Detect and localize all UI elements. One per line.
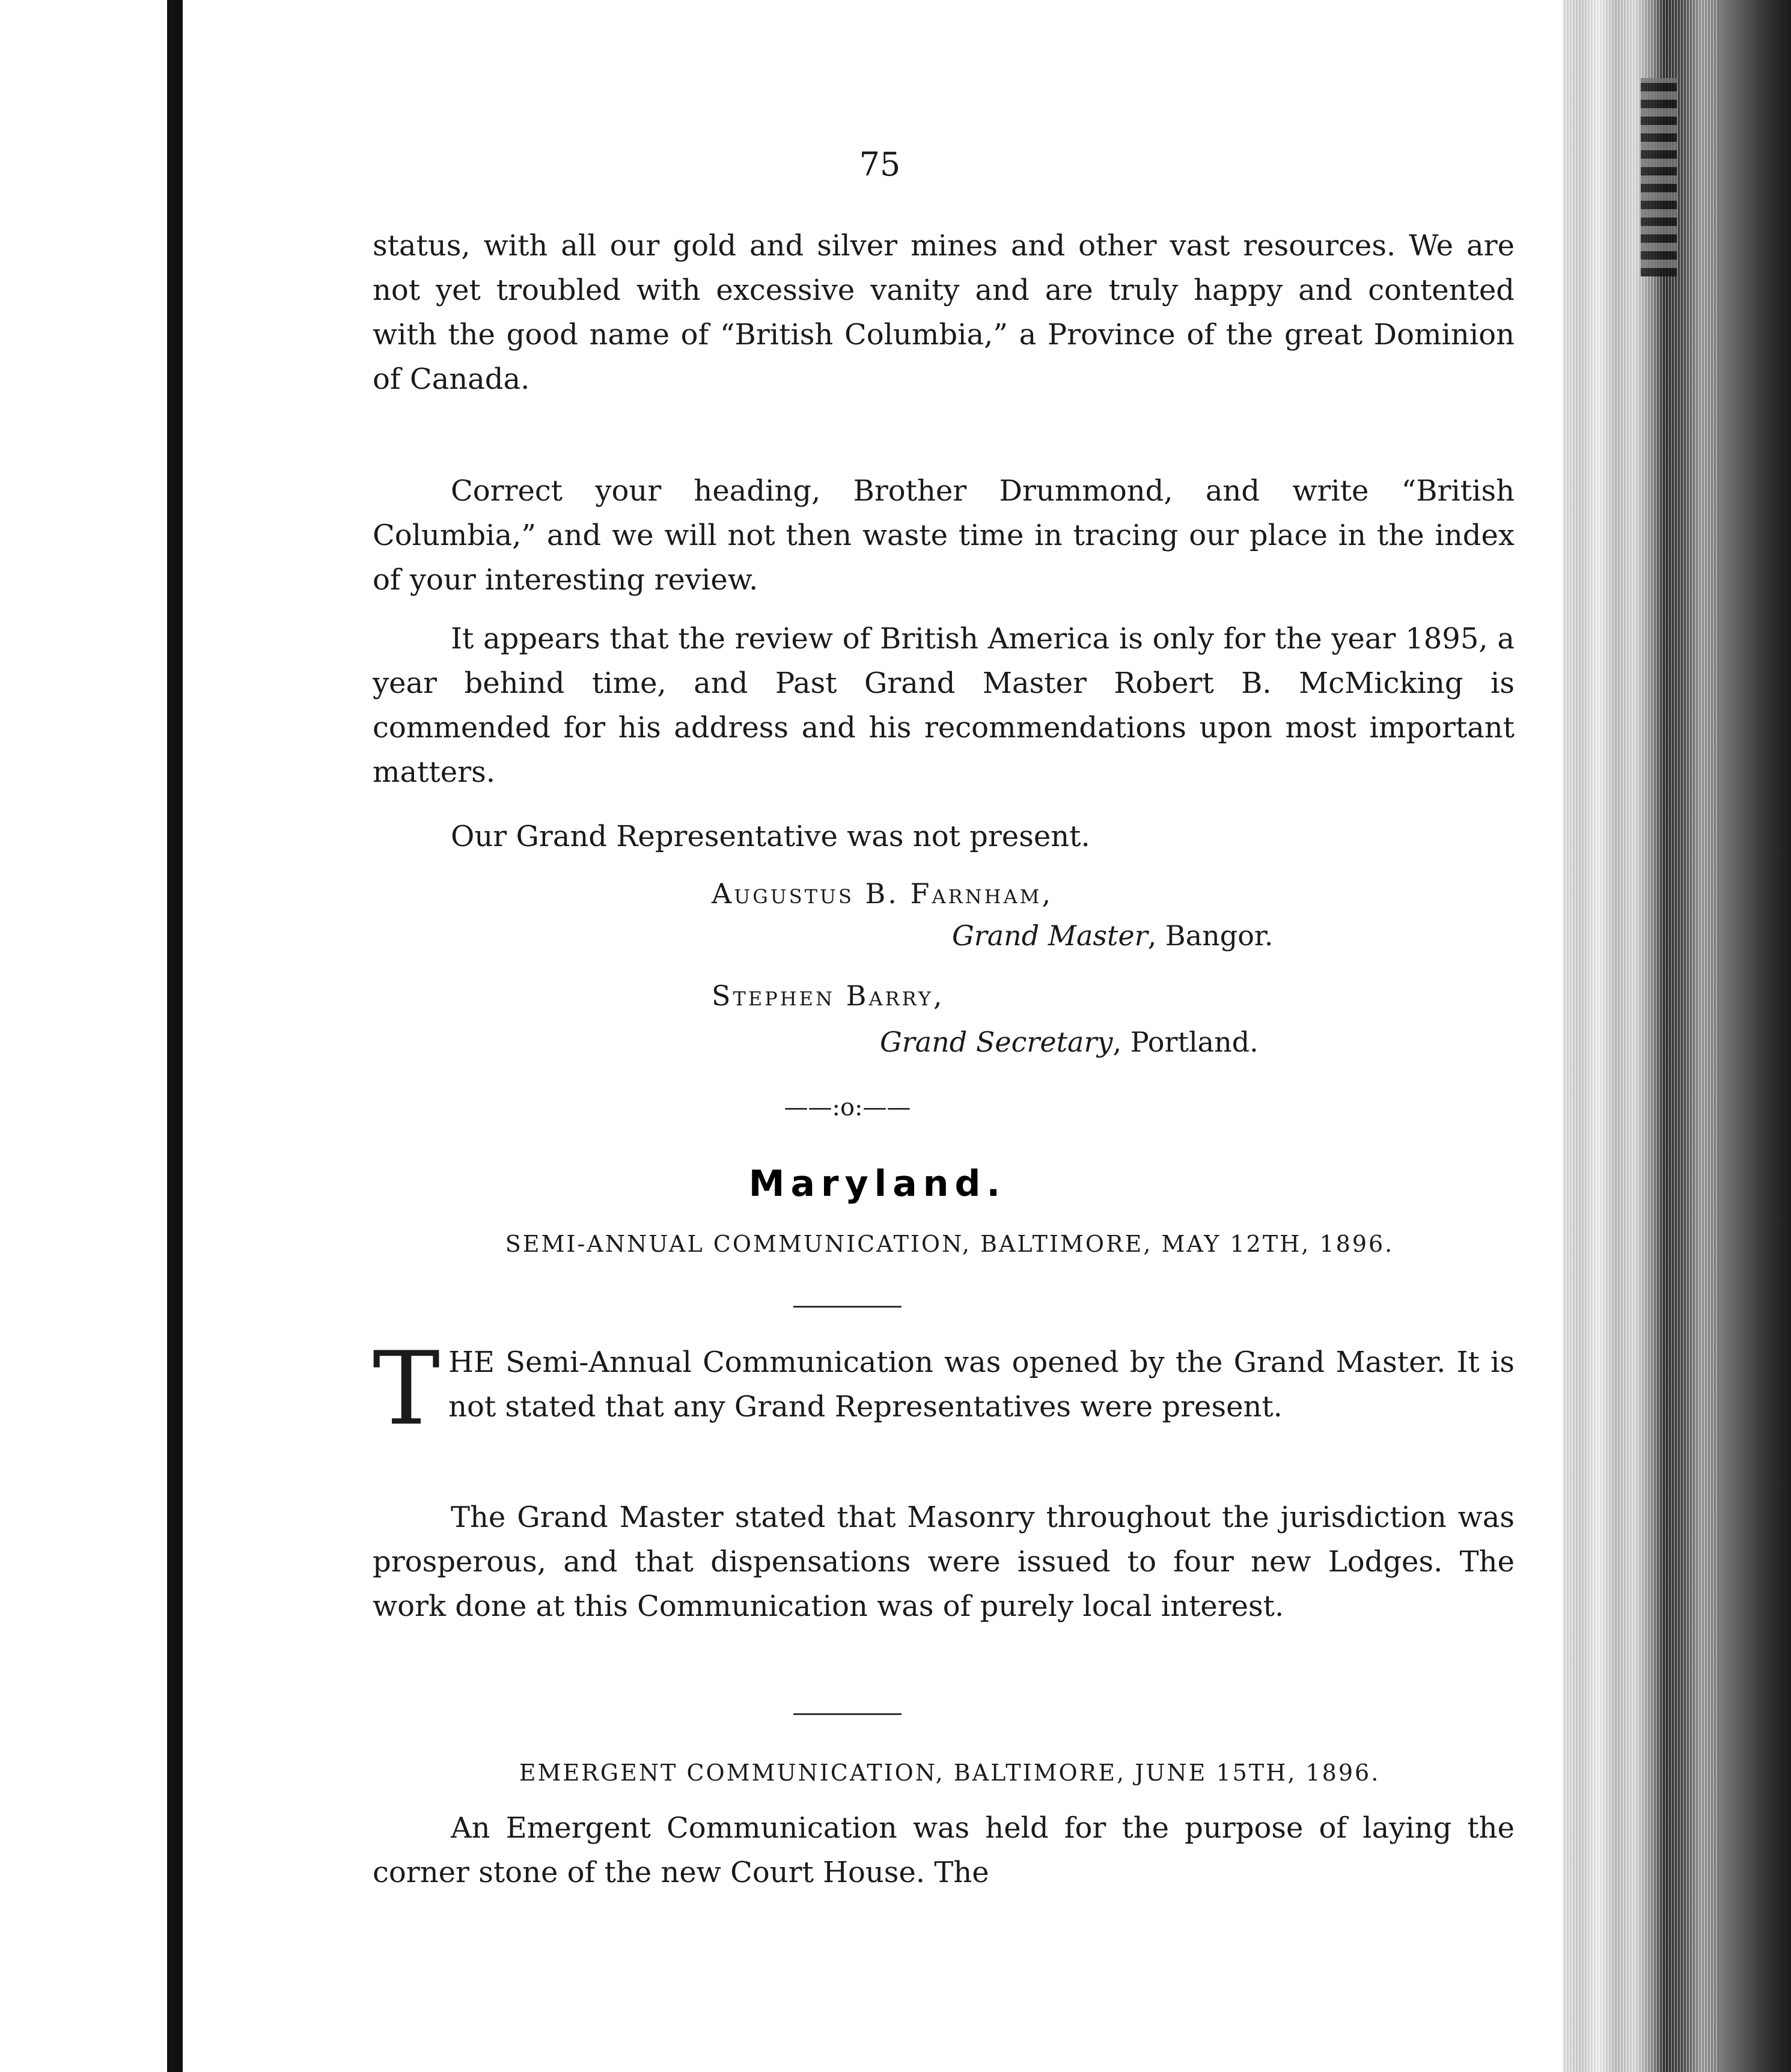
signature-title-farnham (952, 919, 1273, 952)
signature-name-farnham: Augustus B. Farnham, (712, 877, 1054, 910)
subheading-semi-annual: SEMI-ANNUAL COMMUNICATION, BALTIMORE, MAY 12TH, 1896. (505, 1231, 1394, 1257)
paragraph-grand-master-stated: The Grand Master stated that Masonry throughout the jurisdiction was prosperous, and that dispensations were issued to four new Lodges. The work done at this Communication was of purely local interest. (373, 1501, 1515, 1623)
paragraph-representative: Our Grand Representative was not present. (451, 820, 1090, 853)
subheading-emergent: EMERGENT COMMUNICATION, BALTIMORE, JUNE 15TH, 1896. (519, 1760, 1381, 1786)
signature-place: , Portland. (1112, 1026, 1259, 1058)
paragraph-emergent: An Emergent Communication was held for the purpose of laying the corner stone of the new Court House. The (373, 1811, 1515, 1889)
signature-role: Grand Secretary (880, 1026, 1113, 1058)
signature-place: , Bangor. (1147, 919, 1274, 952)
paragraph-semi-annual-text: HE Semi-Annual Communication was opened by the Grand Master. It is not stated that any Grand Representatives were present. (448, 1345, 1515, 1424)
book-page-edges (1563, 0, 1719, 2072)
spine-decoration (1641, 78, 1677, 276)
left-page-shadow (167, 0, 183, 2072)
page-number: 75 (859, 145, 901, 183)
paragraph-continuation: status, with all our gold and silver mines and other vast resources. We are not yet troubled with excessive vanity and are truly happy and contented with the good name of “British Columbia,” a Province of the great Dominion of Canada. (373, 229, 1515, 396)
paragraph-review: It appears that the review of British America is only for the year 1895, a year behind time, and Past Grand Master Robert B. McMicking is commended for his address and his recommendations upon most important matters. (373, 622, 1515, 789)
divider-rule (793, 1306, 902, 1308)
drop-cap: T (373, 1330, 441, 1448)
paragraph-correct-heading: Correct your heading, Brother Drummond, and write “British Columbia,” and we will not then waste time in tracing our place in the index of your interesting review. (373, 474, 1515, 597)
divider-rule (793, 1713, 902, 1715)
paragraph-semi-annual (373, 1330, 1515, 1448)
section-separator: ——:o:—— (784, 1094, 911, 1121)
section-title: Maryland. (748, 1163, 1007, 1205)
signature-name-barry: Stephen Barry, (712, 980, 945, 1012)
page (183, 0, 1559, 2072)
signature-title-barry (880, 1026, 1259, 1058)
signature-role: Grand Master (952, 919, 1148, 952)
